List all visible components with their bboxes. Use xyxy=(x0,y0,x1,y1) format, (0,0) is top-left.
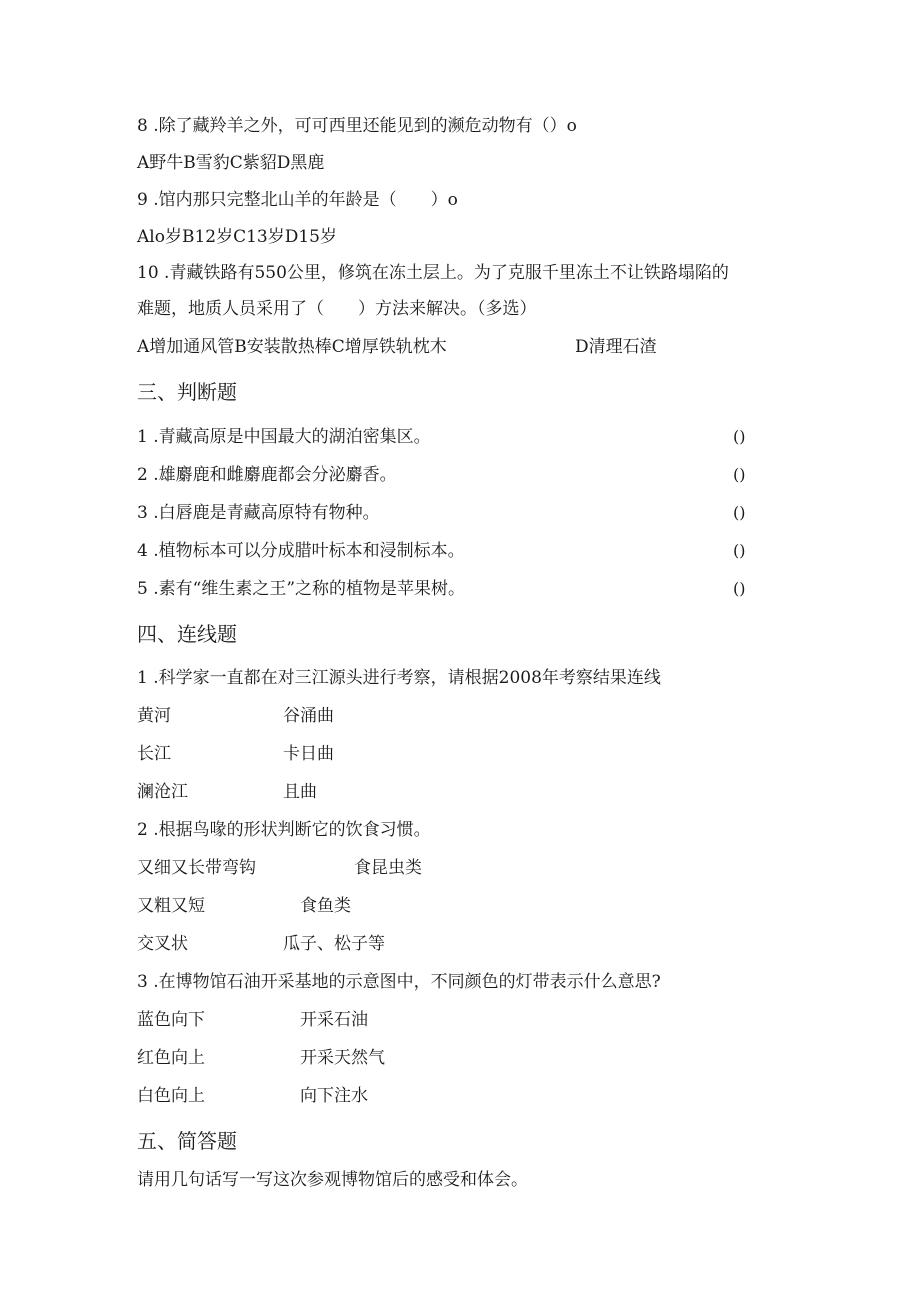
q10-question-line2: 难题，地质人员采用了（ ）方法来解决。（多选） xyxy=(137,299,537,319)
section4-title: 四、连线题 xyxy=(137,622,237,646)
q8-options: A野牛B雪豹C紫貂D黑鹿 xyxy=(137,153,325,173)
judge-item-3: 3 .白唇鹿是青藏高原特有物种。 xyxy=(137,503,380,523)
match-q3-left-1[interactable]: 蓝色向下 xyxy=(137,1010,205,1030)
judge-item-5: 5 .素有“维生素之王”之称的植物是苹果树。 xyxy=(137,579,466,599)
match-q1-left-1[interactable]: 黄河 xyxy=(137,706,171,726)
q9-options: Alo岁B12岁C13岁D15岁 xyxy=(137,227,337,247)
q10-options-abc: A增加通风管B安装散热棒C增厚铁轨枕木 xyxy=(137,337,447,357)
match-q2-left-2[interactable]: 又粗又短 xyxy=(137,896,205,916)
match-q1-right-3[interactable]: 且曲 xyxy=(283,782,317,802)
match-q1-left-3[interactable]: 澜沧江 xyxy=(137,782,188,802)
match-q2-right-1[interactable]: 食昆虫类 xyxy=(354,858,422,878)
judge-item-2: 2 .雄麝鹿和雌麝鹿都会分泌麝香。 xyxy=(137,465,397,485)
q9-question: 9 .馆内那只完整北山羊的年龄是（ ）o xyxy=(137,190,458,210)
judge-item-4: 4 .植物标本可以分成腊叶标本和浸制标本。 xyxy=(137,541,465,561)
match-q1-right-1[interactable]: 谷涌曲 xyxy=(283,706,334,726)
match-q2-left-3[interactable]: 交叉状 xyxy=(137,934,188,954)
match-q3-left-3[interactable]: 白色向上 xyxy=(137,1086,205,1106)
match-q2-right-3[interactable]: 瓜子、松子等 xyxy=(283,934,385,954)
essay-prompt: 请用几句话写一写这次参观博物馆后的感受和体会。 xyxy=(137,1170,528,1190)
match-q1-right-2[interactable]: 卡日曲 xyxy=(283,744,334,764)
match-q3-question: 3 .在博物馆石油开采基地的示意图中，不同颜色的灯带表示什么意思? xyxy=(137,972,661,992)
q10-question-line1: 10 .青藏铁路有550公里，修筑在冻土层上。为了克服千里冻土不让铁路塌陷的 xyxy=(137,263,729,283)
match-q2-left-1[interactable]: 又细又长带弯钩 xyxy=(137,858,256,878)
judge-answer-4[interactable]: () xyxy=(733,541,746,560)
section3-title: 三、判断题 xyxy=(137,380,237,404)
section5-title: 五、简答题 xyxy=(137,1129,237,1153)
q8-question: 8 .除了藏羚羊之外，可可西里还能见到的濒危动物有（）o xyxy=(137,116,577,136)
judge-answer-1[interactable]: () xyxy=(733,427,746,446)
q10-option-d: D清理石渣 xyxy=(575,337,657,357)
match-q1-question: 1 .科学家一直都在对三江源头进行考察，请根据2008年考察结果连线 xyxy=(137,668,661,688)
match-q3-left-2[interactable]: 红色向上 xyxy=(137,1048,205,1068)
match-q3-right-3[interactable]: 向下注水 xyxy=(300,1086,368,1106)
match-q2-right-2[interactable]: 食鱼类 xyxy=(300,896,351,916)
match-q3-right-1[interactable]: 开采石油 xyxy=(300,1010,368,1030)
judge-answer-5[interactable]: () xyxy=(733,579,746,598)
match-q3-right-2[interactable]: 开采天然气 xyxy=(300,1048,385,1068)
judge-answer-3[interactable]: () xyxy=(733,503,746,522)
judge-answer-2[interactable]: () xyxy=(733,465,746,484)
match-q2-question: 2 .根据鸟喙的形状判断它的饮食习惯。 xyxy=(137,820,431,840)
match-q1-left-2[interactable]: 长江 xyxy=(137,744,171,764)
judge-item-1: 1 .青藏高原是中国最大的湖泊密集区。 xyxy=(137,427,431,447)
